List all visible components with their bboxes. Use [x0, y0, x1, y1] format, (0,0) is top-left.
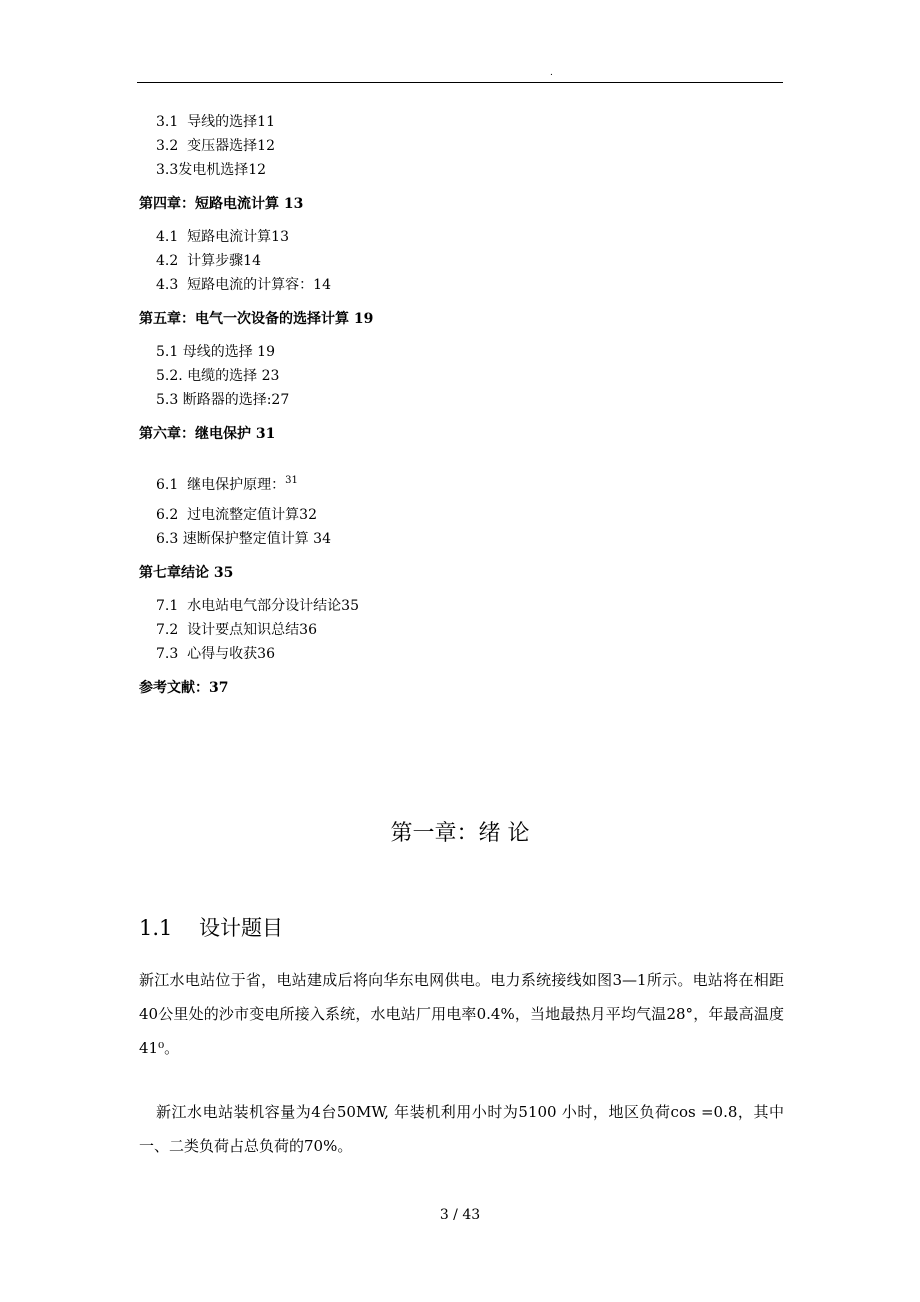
toc-chapter-7[interactable]: 第七章结论 35 [139, 565, 234, 581]
toc-chapter-6[interactable]: 第六章：继电保护 31 [139, 426, 276, 442]
toc-item-text: 发电机选择 [178, 162, 249, 178]
toc-item-page: 13 [271, 229, 289, 245]
header-rule [137, 82, 783, 83]
toc-item-number: 3.1 [156, 114, 179, 130]
toc-item-number: 4.3 [156, 277, 179, 293]
body-paragraph-2: 新江水电站装机容量为4台50MW, 年装机利用小时为5100 小时，地区负荷cos =0.8，其中一、二类负荷占总负荷的70%。 [139, 1103, 784, 1155]
toc-item-page: 14 [243, 253, 261, 269]
toc-item-number: 6.1 [156, 477, 179, 493]
toc-item-text: 水电站电气部分设计结论 [187, 598, 342, 614]
toc-item-text: 继电保护原理： [187, 477, 286, 493]
toc-item-page: 36 [257, 646, 275, 662]
toc-item-text: 心得与收获 [187, 646, 258, 662]
toc-item-number: 4.1 [156, 229, 179, 245]
header-mark: . [550, 68, 553, 78]
toc-chapter-4[interactable]: 第四章：短路电流计算 13 [139, 196, 304, 212]
toc-item-number: 7.2 [156, 622, 179, 638]
toc-item-4-1[interactable] [156, 228, 289, 246]
toc-item-text: 计算步骤 [187, 253, 244, 269]
toc-item-6-3[interactable]: 6.3 速断保护整定值计算 34 [156, 531, 331, 547]
toc-item-page: 35 [341, 598, 359, 614]
toc-item-5-1[interactable]: 5.1 母线的选择 19 [156, 344, 275, 360]
chapter-title: 第一章：绪 论 [390, 821, 530, 846]
toc-item-number: 7.1 [156, 598, 179, 614]
section-title [139, 912, 283, 942]
toc-item-3-2[interactable] [156, 137, 275, 155]
toc-references[interactable]: 参考文献：37 [139, 680, 229, 696]
toc-item-text: 短路电流的计算容： [187, 277, 314, 293]
toc-item-text: 设计要点知识总结 [187, 622, 300, 638]
toc-item-7-2[interactable] [156, 621, 317, 639]
toc-item-text: 过电流整定值计算 [187, 507, 300, 523]
toc-item-text: 变压器选择 [187, 138, 258, 154]
toc-item-3-1[interactable] [156, 113, 275, 131]
toc-item-number: 3.2 [156, 138, 179, 154]
toc-item-text: 导线的选择 [187, 114, 258, 130]
toc-item-4-3[interactable] [156, 276, 331, 294]
toc-item-page: 12 [248, 162, 267, 178]
toc-item-page: 31 [285, 475, 298, 486]
toc-item-page: 32 [299, 507, 317, 523]
page-number: 3 / 43 [439, 1207, 481, 1223]
toc-item-number: 6.2 [156, 507, 179, 523]
toc-item-page: 12 [257, 138, 275, 154]
toc-item-page: 11 [257, 114, 275, 130]
toc-item-5-3[interactable]: 5.3 断路器的选择:27 [156, 392, 290, 408]
toc-item-number: 3.3 [156, 162, 179, 178]
section-number: 1.1 [139, 916, 173, 940]
body-paragraph-1: 新江水电站位于省，电站建成后将向华东电网供电。电力系统接线如图3—1所示。电站将在相距40公里处的沙市变电所接入系统，水电站厂用电率0.4%，当地最热月平均气温28°，年最高温度41⁰。 [139, 971, 784, 1057]
toc-item-page: 36 [299, 622, 317, 638]
toc-item-page: 14 [313, 277, 331, 293]
section-title-text: 设计题目 [199, 916, 283, 940]
toc-item-5-2[interactable]: 5.2. 电缆的选择 23 [156, 368, 280, 384]
toc-item-number: 4.2 [156, 253, 179, 269]
toc-item-7-3[interactable] [156, 645, 275, 663]
toc-item-number: 7.3 [156, 646, 179, 662]
toc-chapter-5[interactable]: 第五章：电气一次设备的选择计算 19 [139, 311, 374, 327]
toc-item-3-3[interactable] [156, 161, 266, 179]
toc-item-text: 短路电流计算 [187, 229, 272, 245]
toc-item-6-1[interactable] [156, 472, 298, 494]
toc-item-7-1[interactable] [156, 597, 359, 615]
toc-item-4-2[interactable] [156, 252, 261, 270]
toc-item-6-2[interactable] [156, 506, 317, 524]
